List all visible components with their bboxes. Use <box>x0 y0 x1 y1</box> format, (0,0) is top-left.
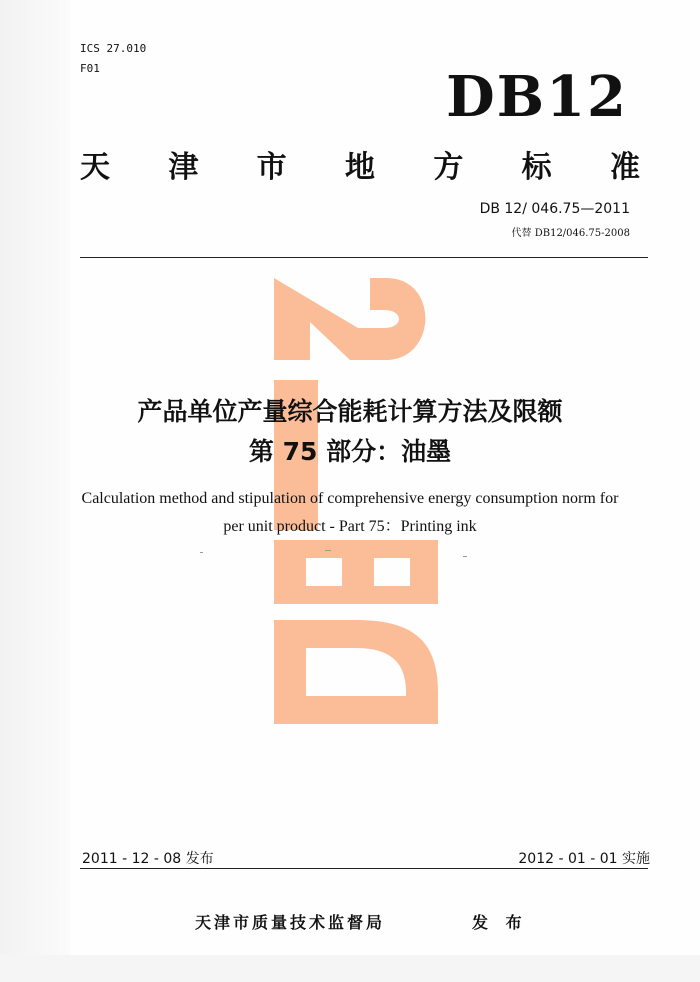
standard-number: DB 12/ 046.75—2011 <box>479 201 630 217</box>
title-cn-line1: 产品单位产量综合能耗计算方法及限额 <box>137 397 563 426</box>
standard-type-char: 天 <box>80 150 110 185</box>
footer-divider <box>80 868 648 869</box>
scan-speck <box>463 556 467 557</box>
title-en-line2: per unit product - Part 75：Printing ink <box>223 518 477 535</box>
issue-label: 发 布 <box>472 913 528 932</box>
header-divider <box>80 257 648 258</box>
standard-type-char: 标 <box>521 150 552 185</box>
standard-type-char: 地 <box>344 150 375 185</box>
ics-code: ICS 27.010 <box>80 42 147 55</box>
scan-speck <box>325 550 331 551</box>
standard-type-char: 准 <box>609 150 640 185</box>
implementation-date: 2012 - 01 - 01 实施 <box>518 851 650 867</box>
db12-logo: DB12 <box>446 64 628 130</box>
standard-type-char: 津 <box>168 150 199 185</box>
standard-type-char: 市 <box>256 150 287 185</box>
scan-bottom-edge <box>0 955 700 982</box>
title-cn-line2: 第 75 部分：油墨 <box>248 437 452 466</box>
issuing-authority: 天津市质量技术监督局 <box>195 913 386 932</box>
watermark-char-D <box>274 620 438 724</box>
standard-type-char: 方 <box>433 150 464 185</box>
title-en-line1: Calculation method and stipulation of comprehensive energy consumption norm for <box>81 490 619 507</box>
issue-date: 2011 - 12 - 08 发布 <box>82 851 214 867</box>
scan-speck <box>200 552 203 553</box>
watermark-char-B <box>274 540 438 604</box>
replaces-standard: 代替 DB12/046.75-2008 <box>511 228 630 239</box>
standard-type-heading <box>80 142 640 186</box>
classification-code: F01 <box>80 62 100 75</box>
watermark-char-2 <box>274 278 425 360</box>
